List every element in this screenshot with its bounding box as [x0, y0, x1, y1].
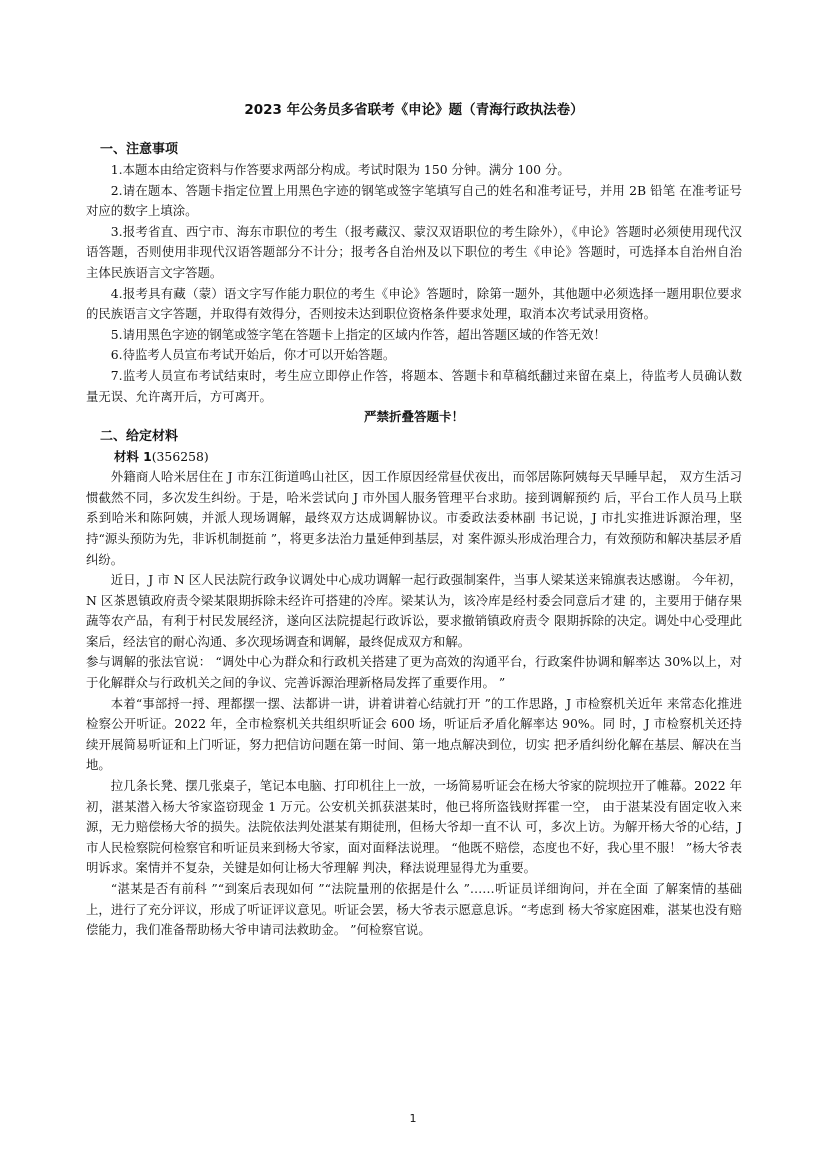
notice-item-1: 1.本题本由给定资料与作答要求两部分构成。考试时限为 150 分钟。满分 100 分。 [110, 162, 570, 177]
notice-item-6: 6.待监考人员宣布考试开始后，你才可以开始答题。 [110, 347, 396, 363]
materials-heading: 二、给定材料 [100, 429, 179, 445]
material-paragraph-4: 拉几条长凳、摆几张桌子，笔记本电脑、打印机往上一放，一场简易听证会在杨大爷家的院坝拉开了帷幕。2022 年初，湛某潜入杨大爷家盗窃现金 1 万元。公安机关抓获湛某时，他已将所盗钱财挥霍一空， 由于湛某没有固定收入来源，无力赔偿杨大爷的损失。法院依法判处湛某有期徒刑，但杨大爷却一直不认 可，多次上访。为解开杨大爷的心结，J 市人民检察院何检察官和听证员来到杨大爷家，面对面释法说理。 “他既不赔偿，态度也不好，我心里不服！ ”杨大爷表明诉求。案情并不复杂，关键是如何让杨大爷理解 判决，释法说理显得尤为重要。 [86, 778, 742, 876]
notice-item-4: 4.报考具有藏（蒙）语文字写作能力职位的考生《申论》答题时，除第一题外，其他题中必须选择一题用职位要求的民族语言文字答题，并取得有效得分，否则按未达到职位资格条件要求处理，取消本次考试录用资格。 [86, 285, 742, 322]
material-paragraph-3: 本着“事部捋一捋、理都摆一摆、法都讲一讲，讲着讲着心结就打开 ”的工作思路，J 市检察机关近年 来常态化推进检察公开听证。2022 年，全市检察机关共组织听证会 600 场，听证后矛盾化解率达 90%。同 时，J 市检察机关还持续开展简易听证和上门听证，努力把信访问题在第一时间、第一地点解决到位，切实 把矛盾纠纷化解在基层、解决在当地。 [86, 695, 742, 773]
material-paragraph-5: “湛某是否有前科 ”“到案后表现如何 ”“法院量刑的依据是什么 ”……听证员详细询问，并在全面 了解案情的基础上，进行了充分评议，形成了听证评议意见。听证会罢，杨大爷表示愿意息诉。“考虑到 杨大爷家庭困难，湛某也没有赔偿能力，我们准备帮助杨大爷申请司法救助金。 ”何检察官说。 [86, 881, 742, 938]
notice-item-5: 5.请用黑色字迹的钢笔或签字笔在答题卡上指定的区域内作答，超出答题区域的作答无效！ [110, 326, 606, 342]
material-paragraph-1: 外籍商人哈米居住在 J 市东江街道鸣山社区，因工作原因经常昼伏夜出，而邻居陈阿姨每天早睡早起， 双方生活习惯截然不同，多次发生纠纷。于是，哈米尝试向 J 市外国人服务管理平台求助。接到调解预约 后，平台工作人员马上联系到哈米和陈阿姨，并派人现场调解，最终双方达成调解协议。市委政法委林副 书记说，J 市扎实推进诉源治理，坚持“源头预防为先，非诉机制挺前 ”，将更多法治力量延伸到基层，对 案件源头形成治理合力，有效预防和解决基层矛盾纠纷。 [86, 469, 742, 567]
notice-item-7: 7.监考人员宣布考试结束时，考生应立即停止作答，将题本、答题卡和草稿纸翻过来留在桌上，待监考人员确认数量无误、允许离开后，方可离开。 [86, 367, 742, 404]
notice-item-2: 2.请在题本、答题卡指定位置上用黑色字迹的钢笔或签字笔填写自己的姓名和准考证号，并用 2B 铅笔 在准考证号对应的数字上填涂。 [86, 182, 742, 219]
material-1-id: (356258) [151, 449, 209, 465]
notice-item-3: 3.报考省直、西宁市、海东市职位的考生（报考藏汉、蒙汉双语职位的考生除外），《申论》答题时必须使用现代汉语答题，否则使用非现代汉语答题部分不计分；报考各自治州及以下职位的考生《申论》答题时，可选择本自治州自治主体民族语言文字答题。 [86, 223, 742, 280]
material-1-label: 材料 1 [114, 449, 152, 465]
notice-heading: 一、注意事项 [100, 142, 179, 157]
material-quote-paragraph: 参与调解的张法官说： “调处中心为群众和行政机关搭建了更为高效的沟通平台，行政案件协调和解率达 30%以上，对于化解群众与行政机关之间的争议、完善诉源治理新格局发挥了重要作用。 ” [86, 654, 742, 691]
document-title: 2023 年公务员多省联考《申论》题（青海行政执法卷） [244, 102, 584, 118]
page-content [86, 100, 742, 941]
warning-text: 严禁折叠答题卡！ [363, 409, 464, 425]
material-1-heading [114, 447, 742, 467]
material-paragraph-2: 近日，J 市 N 区人民法院行政争议调处中心成功调解一起行政强制案件，当事人梁某送来锦旗表达感谢。 今年初，N 区茶恩镇政府责令梁某限期拆除未经许可搭建的冷库。梁某认为，该冷库是经村委会同意后才建 的，主要用于储存果蔬等农产品，有利于村民发展经济，遂向区法院提起行政诉讼，要求撤销镇政府责令 限期拆除的决定。调处中心受理此案后，经法官的耐心沟通、多次现场调查和调解，最终促成双方和解。 [86, 572, 742, 649]
page-number: 1 [409, 1112, 417, 1125]
